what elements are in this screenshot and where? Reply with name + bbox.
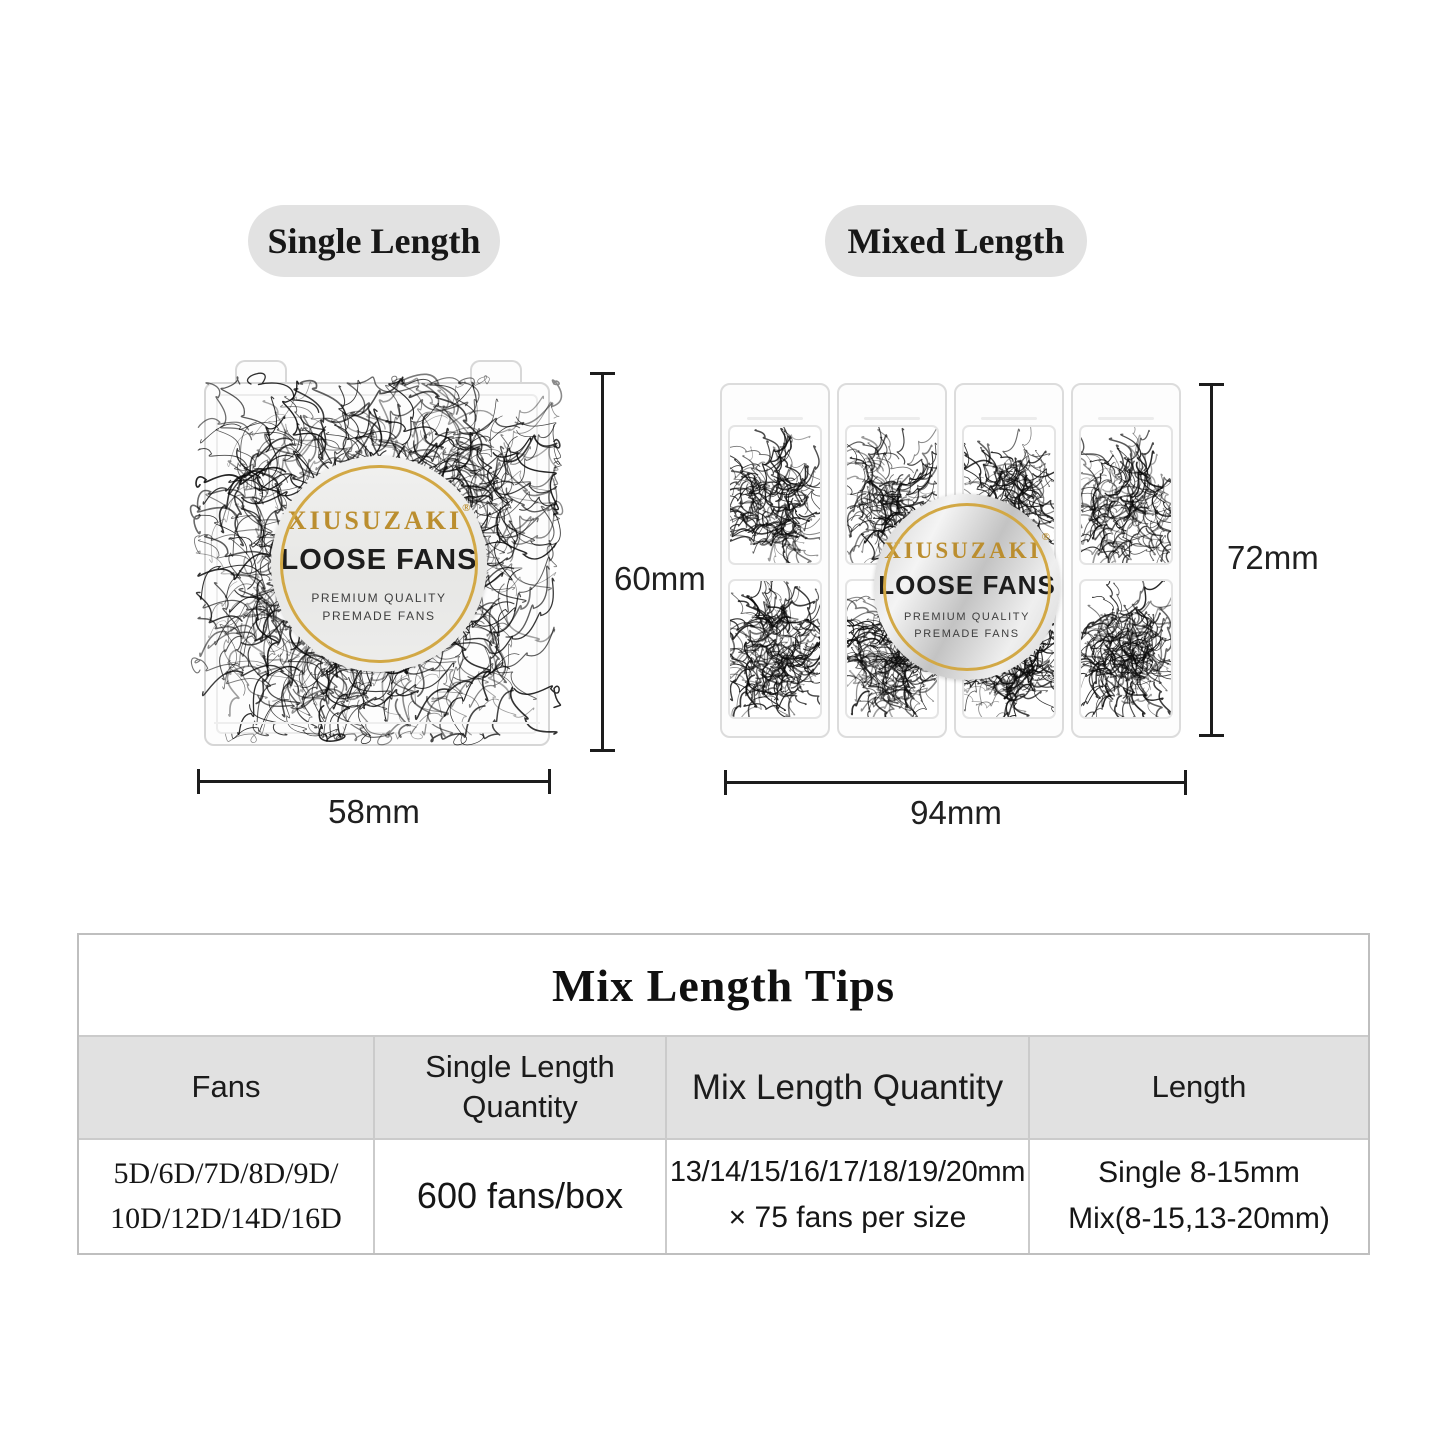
cell-line: Single 8-15mm (1098, 1155, 1300, 1189)
tagline-line-1: PREMIUM QUALITY (903, 611, 1031, 623)
lash-cluster (732, 583, 818, 715)
cell-line: 600 fans/box (416, 1175, 624, 1217)
tagline-line-2: PREMADE FANS (322, 609, 436, 623)
lash-cluster (1083, 429, 1169, 561)
header-line: Mix Length Quantity (691, 1067, 1004, 1107)
box-base-seam (214, 722, 540, 724)
tagline-line-1: PREMIUM QUALITY (311, 591, 447, 605)
header-line: Fans (191, 1069, 261, 1105)
brand-sticker (271, 456, 487, 672)
case-lid-seam (1098, 417, 1154, 420)
dimension-label-58mm: 58mm (328, 793, 420, 830)
lash-case-column (720, 383, 830, 738)
sticker-tagline (904, 609, 1030, 642)
badge-mixed-length: Mixed Length (825, 205, 1087, 277)
header-line: Single Length (425, 1049, 615, 1084)
cell-line: × 75 fans per size (728, 1201, 967, 1235)
cell-fans (79, 1140, 375, 1253)
cell-mix-quantity (667, 1140, 1030, 1253)
table-header-row (79, 1037, 1368, 1140)
single-length-box (204, 382, 550, 746)
dimension-label-60mm: 60mm (614, 560, 706, 597)
cell-line: 13/14/15/16/17/18/19/20mm (669, 1156, 1026, 1189)
dimension-line-height-mixed (1210, 383, 1213, 737)
cell-single-quantity (375, 1140, 667, 1253)
cell-line: 5D/6D/7D/8D/9D/ (113, 1157, 339, 1191)
table-title: Mix Length Tips (79, 935, 1368, 1037)
brand-sticker (874, 494, 1060, 680)
tagline-line-2: PREMADE FANS (914, 627, 1020, 640)
table-data-row (79, 1140, 1368, 1253)
case-lid-seam (864, 417, 920, 420)
mixed-length-box (720, 383, 1183, 738)
header-fans (79, 1037, 375, 1138)
header-length (1030, 1037, 1368, 1138)
brand-name (884, 532, 1050, 562)
header-mix-length-quantity (667, 1037, 1030, 1138)
dimension-line-height-single (601, 372, 604, 752)
brand-text: XIUSUZAKI (287, 506, 463, 535)
lash-case-column (1071, 383, 1181, 738)
dimension-label-94mm: 94mm (910, 794, 1002, 831)
cell-line: 10D/12D/14D/16D (110, 1202, 342, 1236)
dimension-line-width-single (197, 780, 551, 783)
badge-single-length: Single Length (248, 205, 500, 277)
brand-name (288, 503, 471, 534)
registered-trademark: ® (462, 502, 471, 514)
case-lid-seam (747, 417, 803, 420)
product-name: LOOSE FANS (878, 570, 1056, 600)
header-line: Quantity (462, 1089, 578, 1125)
brand-text: XIUSUZAKI (884, 538, 1042, 563)
case-lid-seam (981, 417, 1037, 420)
dimension-line-width-mixed (724, 781, 1187, 784)
lash-compartment (728, 425, 822, 565)
cell-line: Mix(8-15,13-20mm) (1068, 1202, 1330, 1236)
lash-compartment (1079, 425, 1173, 565)
lash-compartment (728, 579, 822, 719)
lash-compartment (1079, 579, 1173, 719)
header-line: Length (1151, 1069, 1247, 1105)
lash-cluster (1083, 583, 1169, 715)
product-name: LOOSE FANS (280, 544, 478, 576)
header-single-length-quantity (375, 1037, 667, 1138)
mix-length-tips-table (77, 933, 1370, 1255)
cell-length (1030, 1140, 1368, 1253)
sticker-tagline (311, 589, 446, 625)
lash-cluster (732, 429, 818, 561)
dimension-label-72mm: 72mm (1227, 539, 1319, 576)
registered-trademark: ® (1041, 531, 1050, 543)
